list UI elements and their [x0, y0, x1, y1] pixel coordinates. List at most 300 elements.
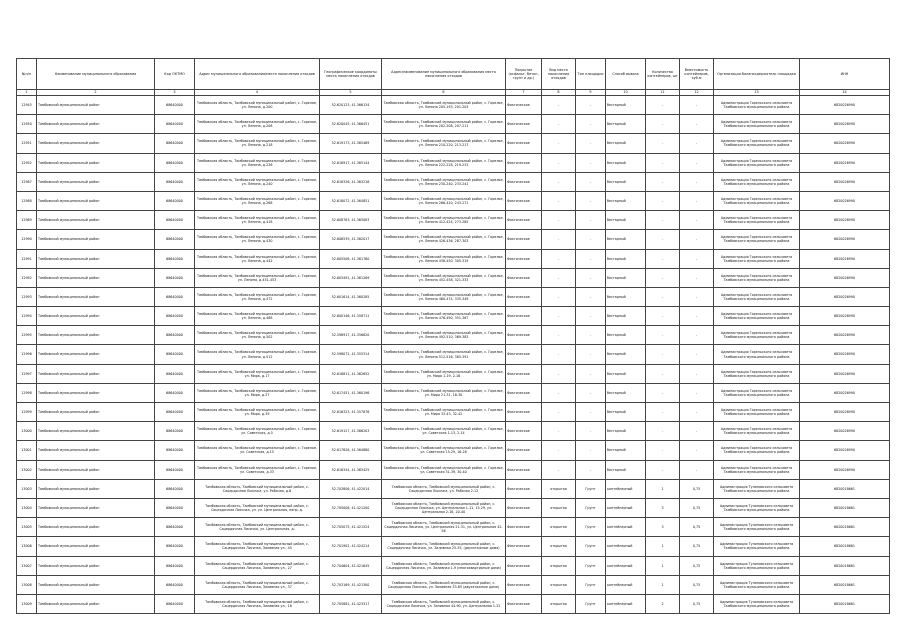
cell-removal-method: бестарный: [606, 364, 646, 383]
cell-container-volume: -: [680, 460, 714, 479]
cell-surface: Фактическое: [506, 403, 542, 422]
cell-oktmo-code: 68640000: [155, 594, 195, 613]
cell-oktmo-code: 68640000: [155, 460, 195, 479]
cell-container-count: -: [646, 364, 680, 383]
cell-site-kind: -: [542, 249, 576, 268]
cell-container-count: -: [646, 460, 680, 479]
cell-inn: 6820026990: [800, 287, 890, 306]
cell-municipality: Тамбовский муниципальный район: [37, 556, 155, 575]
table-row: [17, 96, 890, 115]
cell-municipality: Тамбовский муниципальный район: [37, 537, 155, 556]
cell-served-addresses: Тамбовская область, Тамбовский муниципальный район, с. Сацердочная Лисичка, ул. Заливная 1-9 (многоквартирные дома): [382, 556, 506, 575]
cell-row-number: 12995: [17, 326, 37, 345]
cell-row-number: 12994: [17, 307, 37, 326]
cell-surface: Фактическое: [506, 479, 542, 498]
cell-inn: 6820026990: [800, 441, 890, 460]
cell-container-volume: -: [680, 134, 714, 153]
cell-coordinates: 52.618326, 41.363216: [320, 172, 382, 191]
cell-site-address: Тамбовская область, Тамбовский муниципальный район, с. Сацердочная Лисичка, ул. Рабочая, д.6: [195, 479, 320, 498]
cell-municipality: Тамбовский муниципальный район: [37, 460, 155, 479]
cell-served-addresses: Тамбовская область, Тамбовский муниципальный район, с. Сацердочная Лисичка, ул. Рабочая 2-12: [382, 479, 506, 498]
cell-site-type: Грунт: [576, 594, 606, 613]
cell-container-count: -: [646, 172, 680, 191]
cell-oktmo-code: 68640000: [155, 134, 195, 153]
cell-served-addresses: Тамбовская область, Тамбовский муниципальный район, с. Сацердочная Лисичка, ул. Центральная 21-31, ул. Центральная 42-56: [382, 518, 506, 537]
cell-site-address: Тамбовская область, Тамбовский муниципальный район, с. Горелое, ул. Ленина, д.240: [195, 172, 320, 191]
cell-container-count: -: [646, 287, 680, 306]
cell-coordinates: 52.618811, 41.362652: [320, 364, 382, 383]
cell-surface: Фактическое: [506, 191, 542, 210]
cell-container-count: -: [646, 441, 680, 460]
cell-inn: 6820018661: [800, 479, 890, 498]
cell-served-addresses: Тамбовская область, Тамбовский муниципальный район, с. Горелое, ул. Ленина 412-424, 273-285: [382, 211, 506, 230]
cell-coordinates: 52.705881, 41.423317: [320, 594, 382, 613]
cell-site-address: Тамбовская область, Тамбовский муниципальный район, с. Горелое, ул. Советская, д.5: [195, 422, 320, 441]
cell-row-number: 12998: [17, 383, 37, 402]
cell-owner-organization: Администрация Горельского сельсовета Тамбовского муниципального района: [714, 287, 800, 306]
cell-owner-organization: Администрация Горельского сельсовета Тамбовского муниципального района: [714, 441, 800, 460]
cell-inn: 6820026990: [800, 460, 890, 479]
cell-site-kind: -: [542, 134, 576, 153]
cell-site-type: -: [576, 383, 606, 402]
cell-site-address: Тамбовская область, Тамбовский муниципальный район, с. Горелое, ул. Ленина, д.218: [195, 134, 320, 153]
cell-site-address: Тамбовская область, Тамбовский муниципальный район, с. Горелое, ул. Ленина, д.418: [195, 211, 320, 230]
cell-owner-organization: Администрация Горельского сельсовета Тамбовского муниципального района: [714, 383, 800, 402]
column-number: 12: [680, 90, 714, 96]
column-header: Вид места накопления отходов: [542, 59, 576, 90]
cell-oktmo-code: 68640000: [155, 153, 195, 172]
cell-surface: Фактическое: [506, 153, 542, 172]
cell-site-address: Тамбовская область, Тамбовский муниципальный район, с. Сацердочная Лисичка, Заливная ул., 18: [195, 594, 320, 613]
cell-owner-organization: Администрация Горельского сельсовета Тамбовского муниципального района: [714, 153, 800, 172]
cell-removal-method: бестарный: [606, 134, 646, 153]
table-row: [17, 191, 890, 210]
cell-oktmo-code: 68640000: [155, 211, 195, 230]
cell-coordinates: 52.605508, 41.361780: [320, 249, 382, 268]
cell-site-kind: -: [542, 268, 576, 287]
cell-owner-organization: Администрация Горельского сельсовета Тамбовского муниципального района: [714, 249, 800, 268]
cell-site-type: Грунт: [576, 556, 606, 575]
cell-municipality: Тамбовский муниципальный район: [37, 479, 155, 498]
cell-removal-method: бестарный: [606, 211, 646, 230]
table-row: [17, 460, 890, 479]
cell-municipality: Тамбовский муниципальный район: [37, 268, 155, 287]
cell-served-addresses: Тамбовская область, Тамбовский муниципальный район, с. Горелое, ул. Советская 31-39, 30-40: [382, 460, 506, 479]
cell-container-count: -: [646, 326, 680, 345]
cell-row-number: 13007: [17, 556, 37, 575]
column-header: ИНН: [800, 59, 890, 90]
cell-municipality: Тамбовский муниципальный район: [37, 518, 155, 537]
table-row: [17, 115, 890, 134]
column-number: 9: [576, 90, 606, 96]
cell-site-address: Тамбовская область, Тамбовский муниципальный район, с. Сацердочная Лисичка, ул. ул. Центральная, напр. д.: [195, 498, 320, 517]
cell-owner-organization: Администрация Горельского сельсовета Тамбовского муниципального района: [714, 172, 800, 191]
cell-inn: 6820026990: [800, 249, 890, 268]
cell-site-kind: -: [542, 96, 576, 115]
cell-owner-organization: Администрация Горельского сельсовета Тамбовского муниципального района: [714, 268, 800, 287]
cell-row-number: 12992: [17, 268, 37, 287]
cell-surface: Фактическое: [506, 115, 542, 134]
cell-removal-method: контейнерный: [606, 479, 646, 498]
cell-served-addresses: Тамбовская область, Тамбовский муниципальный район, с. Сацердочная Лисичка, ул. Заливная 25-35, (двухэтажные дома): [382, 537, 506, 556]
cell-removal-method: бестарный: [606, 191, 646, 210]
cell-coordinates: 52.603491, 41.361269: [320, 268, 382, 287]
cell-container-count: -: [646, 268, 680, 287]
cell-row-number: 13004: [17, 498, 37, 517]
cell-row-number: 13001: [17, 441, 37, 460]
cell-site-kind: открытая: [542, 575, 576, 594]
cell-inn: 6820026990: [800, 191, 890, 210]
cell-owner-organization: Администрация Горельского сельсовета Тамбовского муниципального района: [714, 230, 800, 249]
cell-served-addresses: Тамбовская область, Тамбовский муниципальный район, с. Горелое, ул. Ленина 202-208, 207-211: [382, 115, 506, 134]
cell-container-count: 3: [646, 498, 680, 517]
cell-site-address: Тамбовская область, Тамбовский муниципальный район, с. Сацердочная Лисичка, Заливная ул., 27: [195, 556, 320, 575]
cell-container-count: 2: [646, 594, 680, 613]
cell-container-volume: 0,75: [680, 575, 714, 594]
column-header: Способ вывоза: [606, 59, 646, 90]
cell-served-addresses: Тамбовская область, Тамбовский муниципальный район, с. Горелое, ул. Советская 15-29, 16-28: [382, 441, 506, 460]
cell-container-volume: -: [680, 364, 714, 383]
cell-municipality: Тамбовский муниципальный район: [37, 326, 155, 345]
cell-surface: Фактическое: [506, 345, 542, 364]
cell-coordinates: 52.598072, 41.355314: [320, 345, 382, 364]
table-row: [17, 287, 890, 306]
cell-site-kind: -: [542, 441, 576, 460]
cell-site-kind: открытая: [542, 479, 576, 498]
cell-site-type: Грунт: [576, 498, 606, 517]
cell-removal-method: бестарный: [606, 422, 646, 441]
cell-site-address: Тамбовская область, Тамбовский муниципальный район, с. Горелое, ул. Ленина, д.208: [195, 115, 320, 134]
cell-container-count: -: [646, 403, 680, 422]
cell-container-count: -: [646, 96, 680, 115]
cell-site-type: -: [576, 403, 606, 422]
cell-surface: Фактическое: [506, 172, 542, 191]
cell-owner-organization: Администрация Тулиновского сельсовета Тамбовского муниципального района: [714, 498, 800, 517]
cell-container-count: -: [646, 191, 680, 210]
register-sheet: [16, 58, 889, 614]
cell-municipality: Тамбовский муниципальный район: [37, 211, 155, 230]
cell-removal-method: бестарный: [606, 345, 646, 364]
cell-owner-organization: Администрация Тулиновского сельсовета Тамбовского муниципального района: [714, 537, 800, 556]
cell-site-type: -: [576, 268, 606, 287]
cell-oktmo-code: 68640000: [155, 498, 195, 517]
cell-container-count: -: [646, 230, 680, 249]
cell-inn: 6820026990: [800, 96, 890, 115]
cell-coordinates: 52.704604, 41.421645: [320, 556, 382, 575]
cell-container-volume: -: [680, 115, 714, 134]
cell-surface: Фактическое: [506, 594, 542, 613]
table-header: [17, 59, 890, 96]
cell-coordinates: 52.618072, 41.364851: [320, 191, 382, 210]
table-row: [17, 134, 890, 153]
cell-municipality: Тамбовский муниципальный район: [37, 249, 155, 268]
cell-served-addresses: Тамбовская область, Тамбовский муниципальный район, с. Горелое, ул. Мира 1-19, 2-16: [382, 364, 506, 383]
table-row: [17, 441, 890, 460]
column-header: Тип площадки: [576, 59, 606, 90]
cell-oktmo-code: 68640000: [155, 518, 195, 537]
column-number: 8: [542, 90, 576, 96]
cell-municipality: Тамбовский муниципальный район: [37, 345, 155, 364]
cell-inn: 6820026990: [800, 230, 890, 249]
cell-site-type: -: [576, 326, 606, 345]
cell-inn: 6820026990: [800, 403, 890, 422]
table-row: [17, 594, 890, 613]
cell-container-volume: -: [680, 211, 714, 230]
cell-site-type: -: [576, 115, 606, 134]
cell-served-addresses: Тамбовская область, Тамбовский муниципальный район, с. Горелое, ул. Ленина 205-193, 201-203: [382, 96, 506, 115]
cell-removal-method: бестарный: [606, 403, 646, 422]
cell-served-addresses: Тамбовская область, Тамбовский муниципальный район, с. Горелое, ул. Ленина 222-228, 219-231: [382, 153, 506, 172]
cell-container-volume: -: [680, 345, 714, 364]
cell-row-number: 13002: [17, 460, 37, 479]
table-row: [17, 556, 890, 575]
cell-site-address: Тамбовская область, Тамбовский муниципальный район, с. Горелое, ул. Ленина, д.226: [195, 153, 320, 172]
cell-site-address: Тамбовская область, Тамбовский муниципальный район, с. Сацердочная Лисичка, ул. Центральная, д.: [195, 518, 320, 537]
cell-site-kind: -: [542, 230, 576, 249]
cell-inn: 6820026990: [800, 115, 890, 134]
cell-site-kind: -: [542, 383, 576, 402]
cell-served-addresses: Тамбовская область, Тамбовский муниципальный район, с. Горелое, ул. Ленина 512-516, 385-391: [382, 345, 506, 364]
cell-surface: Фактическое: [506, 498, 542, 517]
cell-municipality: Тамбовский муниципальный район: [37, 364, 155, 383]
column-number: 13: [714, 90, 800, 96]
cell-container-count: 1: [646, 479, 680, 498]
cell-site-kind: открытая: [542, 537, 576, 556]
cell-container-count: 1: [646, 537, 680, 556]
cell-surface: Фактическое: [506, 422, 542, 441]
cell-row-number: 12996: [17, 345, 37, 364]
cell-served-addresses: Тамбовская область, Тамбовский муниципальный район, с. Горелое, ул. Ленина 476-490, 351-367: [382, 307, 506, 326]
cell-site-address: Тамбовская область, Тамбовский муниципальный район, с. Горелое, ул. Ленина, д.268: [195, 191, 320, 210]
cell-oktmo-code: 68640000: [155, 364, 195, 383]
cell-row-number: 13008: [17, 575, 37, 594]
cell-surface: Фактическое: [506, 287, 542, 306]
cell-oktmo-code: 68640000: [155, 96, 195, 115]
cell-owner-organization: Администрация Горельского сельсовета Тамбовского муниципального района: [714, 403, 800, 422]
table-row: [17, 364, 890, 383]
cell-container-volume: -: [680, 287, 714, 306]
cell-owner-organization: Администрация Горельского сельсовета Тамбовского муниципального района: [714, 134, 800, 153]
cell-site-address: Тамбовская область, Тамбовский муниципальный район, с. Сацердочная Лисичка, Заливная ул., 37: [195, 575, 320, 594]
cell-owner-organization: Администрация Тулиновского сельсовета Тамбовского муниципального района: [714, 479, 800, 498]
cell-site-address: Тамбовская область, Тамбовский муниципальный район, с. Горелое, ул. Ленина, д.200: [195, 96, 320, 115]
cell-inn: 6820026990: [800, 134, 890, 153]
cell-oktmo-code: 68640000: [155, 191, 195, 210]
column-header: Адрес/наименование муниципального образования места накопления отходов: [382, 59, 506, 90]
column-header: Покрытие (асфальт, бетон, грунт и др.): [506, 59, 542, 90]
cell-municipality: Тамбовский муниципальный район: [37, 383, 155, 402]
cell-row-number: 12952: [17, 153, 37, 172]
cell-municipality: Тамбовский муниципальный район: [37, 307, 155, 326]
cell-inn: 6820026990: [800, 364, 890, 383]
cell-owner-organization: Администрация Горельского сельсовета Тамбовского муниципального района: [714, 364, 800, 383]
cell-site-address: Тамбовская область, Тамбовский муниципальный район, с. Горелое, ул. Ленина, д.430: [195, 230, 320, 249]
cell-coordinates: 52.619127, 41.366203: [320, 422, 382, 441]
cell-row-number: 13006: [17, 537, 37, 556]
cell-surface: Фактическое: [506, 460, 542, 479]
cell-container-volume: -: [680, 153, 714, 172]
cell-container-volume: 0,75: [680, 537, 714, 556]
cell-container-count: -: [646, 249, 680, 268]
cell-municipality: Тамбовский муниципальный район: [37, 287, 155, 306]
cell-coordinates: 52.601614, 41.360285: [320, 287, 382, 306]
cell-removal-method: бестарный: [606, 96, 646, 115]
cell-served-addresses: Тамбовская область, Тамбовский муниципальный район, с. Горелое, ул. Ленина 452-458, 321-333: [382, 268, 506, 287]
cell-owner-organization: Администрация Горельского сельсовета Тамбовского муниципального района: [714, 191, 800, 210]
table-row: [17, 345, 890, 364]
cell-inn: 6820018661: [800, 537, 890, 556]
cell-served-addresses: Тамбовская область, Тамбовский муниципальный район, с. Горелое, ул. Ленина 460-474, 335-349: [382, 287, 506, 306]
cell-inn: 6820026990: [800, 153, 890, 172]
cell-site-type: Грунт: [576, 537, 606, 556]
cell-container-volume: -: [680, 307, 714, 326]
cell-row-number: 12987: [17, 172, 37, 191]
cell-owner-organization: Администрация Тулиновского сельсовета Тамбовского муниципального района: [714, 518, 800, 537]
cell-row-number: 12950: [17, 115, 37, 134]
column-number: 6: [382, 90, 506, 96]
cell-site-type: Грунт: [576, 518, 606, 537]
cell-coordinates: 52.703169, 41.421300: [320, 575, 382, 594]
cell-removal-method: бестарный: [606, 268, 646, 287]
table-row: [17, 403, 890, 422]
cell-served-addresses: Тамбовская область, Тамбовский муниципальный район, с. Горелое, ул. Ленина 426-436, 287-303: [382, 230, 506, 249]
cell-inn: 6820026990: [800, 422, 890, 441]
cell-inn: 6820018661: [800, 518, 890, 537]
cell-row-number: 12991: [17, 249, 37, 268]
cell-surface: Фактическое: [506, 96, 542, 115]
cell-site-kind: -: [542, 211, 576, 230]
cell-coordinates: 52.705075, 41.421524: [320, 518, 382, 537]
cell-municipality: Тамбовский муниципальный район: [37, 441, 155, 460]
cell-site-type: -: [576, 96, 606, 115]
cell-owner-organization: Администрация Горельского сельсовета Тамбовского муниципального района: [714, 345, 800, 364]
cell-municipality: Тамбовский муниципальный район: [37, 594, 155, 613]
cell-oktmo-code: 68640000: [155, 345, 195, 364]
cell-site-kind: открытая: [542, 498, 576, 517]
cell-owner-organization: Администрация Горельского сельсовета Тамбовского муниципального района: [714, 115, 800, 134]
cell-site-kind: открытая: [542, 556, 576, 575]
cell-removal-method: контейнерный: [606, 518, 646, 537]
cell-inn: 6820018661: [800, 556, 890, 575]
cell-container-volume: -: [680, 326, 714, 345]
cell-site-kind: -: [542, 307, 576, 326]
cell-served-addresses: Тамбовская область, Тамбовский муниципальный район, с. Горелое, ул. Ленина 438-450, 305-319: [382, 249, 506, 268]
column-header: Вместимость контейнеров, куб.м: [680, 59, 714, 90]
cell-municipality: Тамбовский муниципальный район: [37, 403, 155, 422]
cell-surface: Фактическое: [506, 211, 542, 230]
cell-container-count: -: [646, 345, 680, 364]
cell-site-address: Тамбовская область, Тамбовский муниципальный район, с. Горелое, ул. Ленина, д.472: [195, 287, 320, 306]
table-row: [17, 326, 890, 345]
cell-municipality: Тамбовский муниципальный район: [37, 191, 155, 210]
cell-site-type: -: [576, 191, 606, 210]
cell-container-count: -: [646, 307, 680, 326]
cell-removal-method: контейнерный: [606, 594, 646, 613]
table-row: [17, 479, 890, 498]
cell-served-addresses: Тамбовская область, Тамбовский муниципальный район, с. Горелое, ул. Ленина 492-510, 369-383: [382, 326, 506, 345]
cell-site-kind: -: [542, 191, 576, 210]
cell-container-volume: -: [680, 268, 714, 287]
cell-site-type: -: [576, 153, 606, 172]
cell-served-addresses: Тамбовская область, Тамбовский муниципальный район, с. Горелое, ул. Ленина 210-220, 213-217: [382, 134, 506, 153]
cell-row-number: 12993: [17, 287, 37, 306]
cell-surface: Фактическое: [506, 230, 542, 249]
cell-coordinates: 52.618917, 41.365144: [320, 153, 382, 172]
cell-container-count: -: [646, 211, 680, 230]
table-row: [17, 575, 890, 594]
cell-row-number: 12945: [17, 96, 37, 115]
cell-row-number: 13009: [17, 594, 37, 613]
cell-served-addresses: Тамбовская область, Тамбовский муниципальный район, с. Горелое, ул. Советская 1-13, 2-14: [382, 422, 506, 441]
cell-site-kind: -: [542, 460, 576, 479]
table-row: [17, 383, 890, 402]
cell-removal-method: бестарный: [606, 153, 646, 172]
cell-inn: 6820026990: [800, 345, 890, 364]
cell-coordinates: 52.600146, 41.358711: [320, 307, 382, 326]
cell-owner-organization: Администрация Тулиновского сельсовета Тамбовского муниципального района: [714, 556, 800, 575]
cell-owner-organization: Администрация Тулиновского сельсовета Тамбовского муниципального района: [714, 594, 800, 613]
cell-coordinates: 52.617826, 41.364880: [320, 441, 382, 460]
cell-site-type: -: [576, 230, 606, 249]
cell-owner-organization: Администрация Горельского сельсовета Тамбовского муниципального района: [714, 211, 800, 230]
cell-oktmo-code: 68640000: [155, 422, 195, 441]
cell-container-volume: -: [680, 191, 714, 210]
cell-surface: Фактическое: [506, 537, 542, 556]
cell-oktmo-code: 68640000: [155, 479, 195, 498]
table-row: [17, 422, 890, 441]
cell-inn: 6820018661: [800, 498, 890, 517]
cell-oktmo-code: 68640000: [155, 383, 195, 402]
cell-site-type: -: [576, 460, 606, 479]
cell-oktmo-code: 68640000: [155, 307, 195, 326]
cell-row-number: 13000: [17, 422, 37, 441]
cell-site-address: Тамбовская область, Тамбовский муниципальный район, с. Горелое, ул. Мира, д.17: [195, 364, 320, 383]
table-row: [17, 268, 890, 287]
column-header: Организация-балансодержатель площадки: [714, 59, 800, 90]
cell-coordinates: 52.619173, 41.365469: [320, 134, 382, 153]
cell-municipality: Тамбовский муниципальный район: [37, 115, 155, 134]
cell-container-volume: -: [680, 172, 714, 191]
cell-oktmo-code: 68640000: [155, 575, 195, 594]
cell-oktmo-code: 68640000: [155, 441, 195, 460]
cell-inn: 6820026990: [800, 172, 890, 191]
cell-container-count: -: [646, 383, 680, 402]
cell-coordinates: 52.701902, 41.424214: [320, 537, 382, 556]
cell-owner-organization: Администрация Горельского сельсовета Тамбовского муниципального района: [714, 307, 800, 326]
cell-container-volume: -: [680, 403, 714, 422]
cell-municipality: Тамбовский муниципальный район: [37, 422, 155, 441]
cell-surface: Фактическое: [506, 441, 542, 460]
cell-municipality: Тамбовский муниципальный район: [37, 230, 155, 249]
cell-site-address: Тамбовская область, Тамбовский муниципальный район, с. Сацердочная Лисичка, Заливная ул., 45: [195, 537, 320, 556]
cell-site-address: Тамбовская область, Тамбовский муниципальный район, с. Горелое, ул. Мира, д.27: [195, 383, 320, 402]
cell-container-volume: 0,75: [680, 518, 714, 537]
cell-served-addresses: Тамбовская область, Тамбовский муниципальный район, с. Горелое, ул. Ленина 266-410, 243-271: [382, 191, 506, 210]
cell-surface: Фактическое: [506, 268, 542, 287]
cell-container-volume: -: [680, 96, 714, 115]
cell-container-count: 3: [646, 518, 680, 537]
cell-container-count: 1: [646, 575, 680, 594]
cell-inn: 6820026990: [800, 307, 890, 326]
cell-site-type: -: [576, 134, 606, 153]
cell-site-address: Тамбовская область, Тамбовский муниципальный район, с. Горелое, ул. Ленина, д.442: [195, 249, 320, 268]
cell-removal-method: контейнерный: [606, 537, 646, 556]
cell-row-number: 12951: [17, 134, 37, 153]
cell-coordinates: 52.620045, 41.366451: [320, 115, 382, 134]
cell-site-type: -: [576, 249, 606, 268]
cell-surface: Фактическое: [506, 518, 542, 537]
column-number: 11: [646, 90, 680, 96]
